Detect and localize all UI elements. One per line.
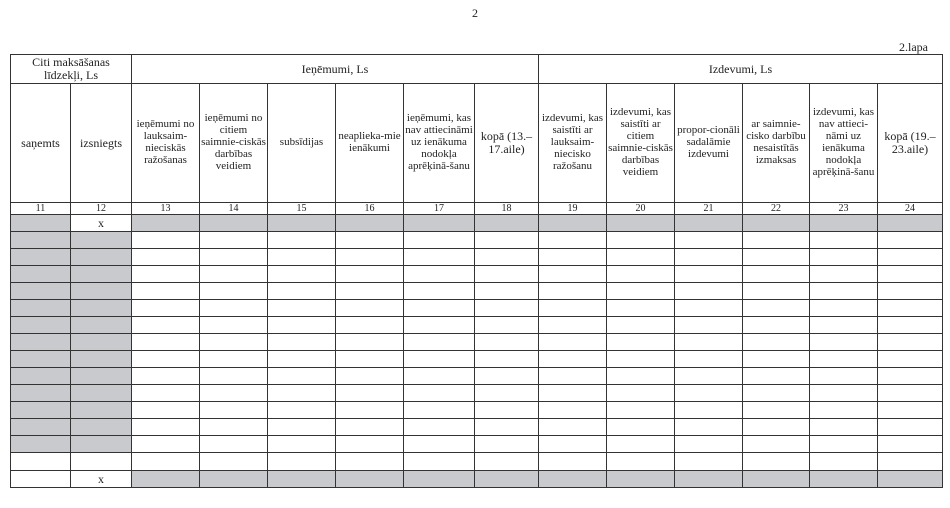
table-cell[interactable]: [11, 453, 71, 471]
table-cell[interactable]: [404, 385, 475, 402]
column-number-row: [11, 203, 943, 215]
table-cell[interactable]: [11, 232, 71, 249]
table-cell[interactable]: [539, 300, 607, 317]
table-cell[interactable]: [607, 215, 675, 232]
table-cell[interactable]: [539, 453, 607, 471]
table-cell[interactable]: [810, 215, 878, 232]
total-row-bottom: [11, 471, 943, 488]
sheet-label: 2.lapa: [899, 40, 928, 54]
col-21-header: propor-cionāli sadalāmie izdevumi: [675, 84, 743, 203]
table-cell[interactable]: [11, 215, 71, 232]
table-cell[interactable]: [336, 436, 404, 453]
table-cell[interactable]: [675, 300, 743, 317]
table-cell[interactable]: [132, 471, 200, 488]
table-cell[interactable]: [268, 232, 336, 249]
table-cell[interactable]: [743, 334, 810, 351]
table-cell[interactable]: [810, 385, 878, 402]
table-cell[interactable]: [675, 215, 743, 232]
table-cell[interactable]: [268, 402, 336, 419]
table-cell[interactable]: [607, 232, 675, 249]
table-cell[interactable]: [810, 317, 878, 334]
table-cell[interactable]: [404, 300, 475, 317]
table-cell[interactable]: [200, 402, 268, 419]
table-cell[interactable]: [11, 351, 71, 368]
table-cell[interactable]: [404, 232, 475, 249]
table-cell[interactable]: [200, 453, 268, 471]
col-number: 23: [810, 203, 878, 215]
group-other-funds: Citi maksāšanas līdzekļi, Ls: [11, 55, 132, 84]
table-cell[interactable]: [11, 266, 71, 283]
table-cell[interactable]: [268, 283, 336, 300]
col-number: 18: [475, 203, 539, 215]
table-cell[interactable]: [11, 471, 71, 488]
table-cell[interactable]: [607, 453, 675, 471]
group-header-row: [11, 55, 943, 84]
table-cell[interactable]: [336, 300, 404, 317]
table-cell[interactable]: [200, 300, 268, 317]
col-16-header: neapliekа-mie ienākumi: [336, 84, 404, 203]
table-cell[interactable]: [675, 385, 743, 402]
not-applicable-mark: x: [71, 215, 132, 232]
table-cell[interactable]: [268, 266, 336, 283]
table-cell[interactable]: [132, 215, 200, 232]
table-cell[interactable]: [475, 334, 539, 351]
table-cell[interactable]: [132, 266, 200, 283]
col-17-header: ieņēmumi, kas nav attiecināmi uz ienākuma nodokļa aprēķinā-šanu: [404, 84, 475, 203]
table-cell[interactable]: [743, 453, 810, 471]
table-cell[interactable]: [11, 300, 71, 317]
table-cell[interactable]: [675, 402, 743, 419]
table-cell[interactable]: [607, 249, 675, 266]
table-cell[interactable]: [675, 317, 743, 334]
table-cell[interactable]: [878, 453, 943, 471]
col-number: 14: [200, 203, 268, 215]
first-data-row: [11, 215, 943, 232]
table-cell[interactable]: [336, 419, 404, 436]
table-cell[interactable]: [878, 419, 943, 436]
table-cell[interactable]: [878, 351, 943, 368]
table-cell[interactable]: [743, 402, 810, 419]
table-cell[interactable]: [132, 419, 200, 436]
col-number: 20: [607, 203, 675, 215]
table-cell[interactable]: [810, 334, 878, 351]
table-cell[interactable]: [200, 471, 268, 488]
table-cell[interactable]: [878, 300, 943, 317]
table-cell[interactable]: [810, 368, 878, 385]
table-cell[interactable]: [404, 351, 475, 368]
table-cell[interactable]: [743, 317, 810, 334]
table-cell[interactable]: [200, 266, 268, 283]
table-cell[interactable]: [200, 283, 268, 300]
table-cell[interactable]: [539, 385, 607, 402]
table-cell[interactable]: [810, 453, 878, 471]
table-cell[interactable]: [336, 385, 404, 402]
table-cell[interactable]: [268, 385, 336, 402]
table-cell[interactable]: [71, 351, 132, 368]
table-cell[interactable]: [404, 419, 475, 436]
table-cell[interactable]: [336, 215, 404, 232]
col-number: 12: [71, 203, 132, 215]
table-cell[interactable]: [268, 215, 336, 232]
table-cell[interactable]: [268, 300, 336, 317]
table-cell[interactable]: [743, 249, 810, 266]
table-cell[interactable]: [336, 317, 404, 334]
table-cell[interactable]: [539, 436, 607, 453]
table-cell[interactable]: [743, 385, 810, 402]
table-cell[interactable]: [878, 436, 943, 453]
table-cell[interactable]: [132, 385, 200, 402]
col-number: 17: [404, 203, 475, 215]
table-cell[interactable]: [336, 402, 404, 419]
table-cell[interactable]: [71, 453, 132, 471]
table-cell[interactable]: [878, 471, 943, 488]
total-row-top: [11, 453, 943, 471]
table-cell[interactable]: [810, 249, 878, 266]
table-cell[interactable]: [743, 266, 810, 283]
table-cell[interactable]: [336, 334, 404, 351]
table-cell[interactable]: [200, 317, 268, 334]
table-cell[interactable]: [268, 317, 336, 334]
table-cell[interactable]: [878, 215, 943, 232]
table-cell[interactable]: [607, 266, 675, 283]
table-cell[interactable]: [132, 232, 200, 249]
table-cell[interactable]: [810, 351, 878, 368]
col-11-header: saņemts: [11, 84, 71, 203]
table-cell[interactable]: [675, 232, 743, 249]
table-cell[interactable]: [132, 402, 200, 419]
table-cell[interactable]: [743, 419, 810, 436]
table-cell[interactable]: [336, 232, 404, 249]
table-cell[interactable]: [607, 436, 675, 453]
table-cell[interactable]: [475, 317, 539, 334]
col-14-header: ieņēmumi no citiem saimnie-ciskās darbības veidiem: [200, 84, 268, 203]
table-cell[interactable]: [878, 232, 943, 249]
col-12-header: izsniegts: [71, 84, 132, 203]
table-cell[interactable]: [539, 402, 607, 419]
table-cell[interactable]: [404, 283, 475, 300]
table-cell[interactable]: [607, 419, 675, 436]
table-cell[interactable]: [810, 436, 878, 453]
table-cell[interactable]: [810, 419, 878, 436]
table-cell[interactable]: [539, 334, 607, 351]
table-cell[interactable]: [200, 215, 268, 232]
table-cell[interactable]: [475, 300, 539, 317]
table-cell[interactable]: [200, 249, 268, 266]
table-cell[interactable]: [404, 317, 475, 334]
table-cell[interactable]: [607, 471, 675, 488]
table-cell[interactable]: [743, 436, 810, 453]
col-number: 15: [268, 203, 336, 215]
table-cell[interactable]: [539, 351, 607, 368]
table-cell[interactable]: [607, 385, 675, 402]
table-cell[interactable]: [675, 471, 743, 488]
table-cell[interactable]: [475, 249, 539, 266]
table-cell[interactable]: [404, 249, 475, 266]
table-cell[interactable]: [810, 300, 878, 317]
col-number: 13: [132, 203, 200, 215]
table-cell[interactable]: [336, 368, 404, 385]
table-cell[interactable]: [810, 232, 878, 249]
table-cell[interactable]: [675, 249, 743, 266]
not-applicable-mark: x: [71, 471, 132, 488]
table-cell[interactable]: [11, 368, 71, 385]
table-cell[interactable]: [404, 368, 475, 385]
table-cell[interactable]: [268, 436, 336, 453]
col-19-header: izdevumi, kas saistīti ar lauksaim-niecisko ražošanu: [539, 84, 607, 203]
table-cell[interactable]: [132, 334, 200, 351]
table-cell[interactable]: [71, 402, 132, 419]
table-cell[interactable]: [475, 436, 539, 453]
table-cell[interactable]: [11, 317, 71, 334]
table-cell[interactable]: [71, 317, 132, 334]
table-cell[interactable]: [132, 368, 200, 385]
table-cell[interactable]: [743, 471, 810, 488]
table-cell[interactable]: [878, 266, 943, 283]
table-cell[interactable]: [475, 453, 539, 471]
table-cell[interactable]: [607, 351, 675, 368]
table-cell[interactable]: [268, 368, 336, 385]
table-cell[interactable]: [475, 471, 539, 488]
table-cell[interactable]: [404, 471, 475, 488]
col-15-header: subsīdijas: [268, 84, 336, 203]
group-expenses: Izdevumi, Ls: [539, 55, 943, 84]
table-cell[interactable]: [475, 351, 539, 368]
table-cell[interactable]: [200, 351, 268, 368]
col-number: 19: [539, 203, 607, 215]
table-cell[interactable]: [336, 249, 404, 266]
table-cell[interactable]: [539, 215, 607, 232]
table-cell[interactable]: [336, 471, 404, 488]
table-cell[interactable]: [607, 300, 675, 317]
table-cell[interactable]: [539, 317, 607, 334]
table-cell[interactable]: [539, 368, 607, 385]
column-header-row: [11, 84, 943, 203]
col-22-header: ar saimnie-cisko darbību nesaistītās izmaksas: [743, 84, 810, 203]
table-cell[interactable]: [675, 436, 743, 453]
table-cell[interactable]: [268, 453, 336, 471]
table-cell[interactable]: [71, 266, 132, 283]
table-cell[interactable]: [539, 283, 607, 300]
table-cell[interactable]: [200, 436, 268, 453]
ledger-table: [10, 54, 943, 488]
table-cell[interactable]: [810, 266, 878, 283]
table-cell[interactable]: [71, 368, 132, 385]
table-cell[interactable]: [475, 215, 539, 232]
table-cell[interactable]: [268, 334, 336, 351]
group-income: Ieņēmumi, Ls: [132, 55, 539, 84]
table-cell[interactable]: [200, 385, 268, 402]
table-cell[interactable]: [404, 266, 475, 283]
table-cell[interactable]: [475, 283, 539, 300]
data-rows: [11, 232, 943, 453]
table-cell[interactable]: [200, 334, 268, 351]
table-cell[interactable]: [336, 266, 404, 283]
table-cell[interactable]: [268, 351, 336, 368]
col-18-header: kopā (13.–17.aile): [475, 84, 539, 203]
table-cell[interactable]: [675, 368, 743, 385]
table-cell[interactable]: [810, 471, 878, 488]
table-cell[interactable]: [607, 368, 675, 385]
table-cell[interactable]: [71, 334, 132, 351]
table-cell[interactable]: [11, 436, 71, 453]
table-cell[interactable]: [11, 419, 71, 436]
col-number: 22: [743, 203, 810, 215]
col-number: 21: [675, 203, 743, 215]
table-cell[interactable]: [878, 249, 943, 266]
col-24-header: kopā (19.–23.aile): [878, 84, 943, 203]
table-cell[interactable]: [132, 249, 200, 266]
table-cell[interactable]: [200, 232, 268, 249]
table-cell[interactable]: [539, 471, 607, 488]
col-number: 11: [11, 203, 71, 215]
table-cell[interactable]: [336, 453, 404, 471]
table-cell[interactable]: [404, 402, 475, 419]
table-cell[interactable]: [675, 453, 743, 471]
table-cell[interactable]: [607, 283, 675, 300]
table-cell[interactable]: [200, 368, 268, 385]
table-cell[interactable]: [607, 334, 675, 351]
table-cell[interactable]: [200, 419, 268, 436]
table-cell[interactable]: [268, 471, 336, 488]
table-cell[interactable]: [878, 317, 943, 334]
col-20-header: izdevumi, kas saistīti ar citiem saimnie-ciskās darbības veidiem: [607, 84, 675, 203]
table-cell[interactable]: [404, 436, 475, 453]
table-cell[interactable]: [11, 249, 71, 266]
table-cell[interactable]: [268, 249, 336, 266]
table-cell[interactable]: [743, 215, 810, 232]
table-cell[interactable]: [810, 402, 878, 419]
table-cell[interactable]: [878, 368, 943, 385]
table-cell[interactable]: [404, 453, 475, 471]
table-cell[interactable]: [743, 351, 810, 368]
table-cell[interactable]: [878, 402, 943, 419]
table-cell[interactable]: [475, 266, 539, 283]
table-cell[interactable]: [743, 368, 810, 385]
page-number: 2: [472, 6, 478, 20]
table-cell[interactable]: [336, 351, 404, 368]
table-cell[interactable]: [404, 215, 475, 232]
table-cell[interactable]: [675, 266, 743, 283]
table-cell[interactable]: [878, 334, 943, 351]
table-cell[interactable]: [11, 334, 71, 351]
table-cell[interactable]: [11, 402, 71, 419]
table-cell[interactable]: [11, 283, 71, 300]
table-cell[interactable]: [539, 249, 607, 266]
col-23-header: izdevumi, kas nav attieci-nāmi uz ienākuma nodokļa aprēķinā-šanu: [810, 84, 878, 203]
table-cell[interactable]: [132, 436, 200, 453]
table-cell[interactable]: [71, 232, 132, 249]
table-cell[interactable]: [268, 419, 336, 436]
table-cell[interactable]: [675, 419, 743, 436]
table-cell[interactable]: [336, 283, 404, 300]
col-number: 24: [878, 203, 943, 215]
table-cell[interactable]: [675, 334, 743, 351]
table-cell[interactable]: [71, 436, 132, 453]
table-cell[interactable]: [743, 232, 810, 249]
table-cell[interactable]: [475, 385, 539, 402]
table-cell[interactable]: [675, 283, 743, 300]
table-cell[interactable]: [607, 317, 675, 334]
table-cell[interactable]: [132, 300, 200, 317]
table-cell[interactable]: [71, 300, 132, 317]
table-cell[interactable]: [475, 368, 539, 385]
table-cell[interactable]: [810, 283, 878, 300]
table-cell[interactable]: [539, 266, 607, 283]
table-cell[interactable]: [132, 453, 200, 471]
table-cell[interactable]: [539, 232, 607, 249]
table-cell[interactable]: [71, 283, 132, 300]
table-cell[interactable]: [132, 283, 200, 300]
table-cell[interactable]: [475, 419, 539, 436]
table-cell[interactable]: [743, 283, 810, 300]
table-cell[interactable]: [539, 419, 607, 436]
col-13-header: ieņēmumi no lauksaim-nieciskās ražošanas: [132, 84, 200, 203]
table-cell[interactable]: [11, 385, 71, 402]
table-cell[interactable]: [132, 351, 200, 368]
table-cell[interactable]: [475, 402, 539, 419]
table-cell[interactable]: [71, 385, 132, 402]
col-number: 16: [336, 203, 404, 215]
table-cell[interactable]: [743, 300, 810, 317]
table-cell[interactable]: [878, 283, 943, 300]
table-cell[interactable]: [607, 402, 675, 419]
table-cell[interactable]: [475, 232, 539, 249]
table-cell[interactable]: [675, 351, 743, 368]
table-cell[interactable]: [132, 317, 200, 334]
table-cell[interactable]: [404, 334, 475, 351]
table-cell[interactable]: [878, 385, 943, 402]
table-cell[interactable]: [71, 249, 132, 266]
table-cell[interactable]: [71, 419, 132, 436]
